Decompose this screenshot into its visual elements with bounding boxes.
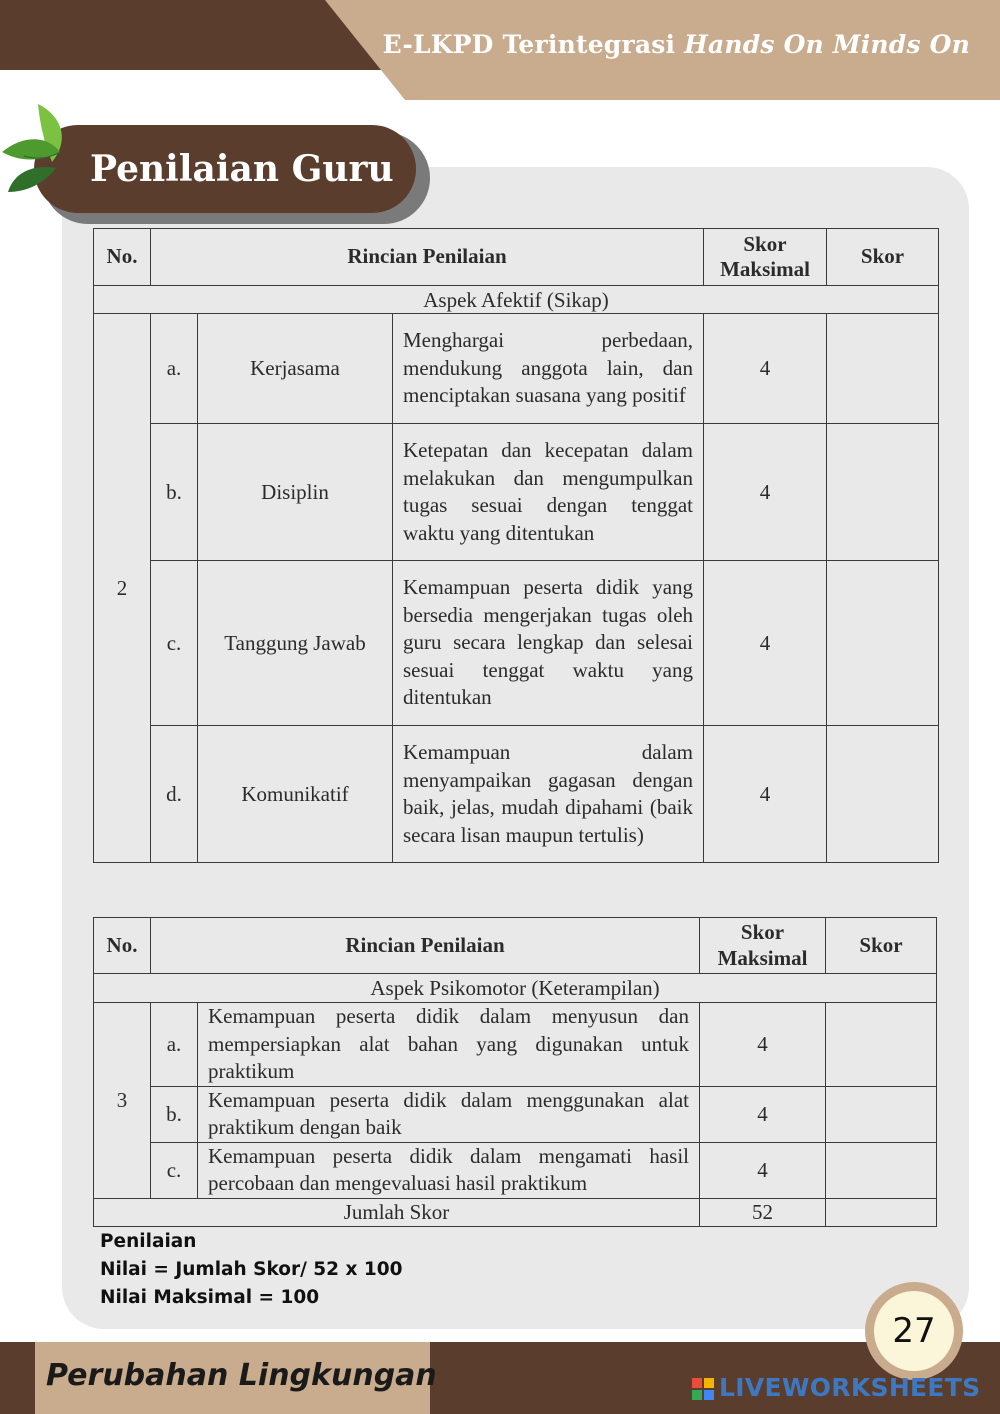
header-dark-band <box>0 0 390 70</box>
header-rincian: Rincian Penilaian <box>151 229 704 286</box>
aspect-row <box>94 286 939 314</box>
table-header-row <box>94 229 939 286</box>
row-criterion: Komunikatif <box>198 726 393 863</box>
header-skor-maksimal: Skor Maksimal <box>704 229 827 286</box>
score-input-cell[interactable] <box>826 1003 937 1087</box>
header-skor-maksimal: Skor Maksimal <box>700 918 826 974</box>
row-max-score: 4 <box>700 1003 826 1087</box>
header-title: E-LKPD Terintegrasi Hands On Minds On <box>382 30 970 59</box>
row-criterion: Kerjasama <box>198 314 393 424</box>
row-description: Kemampuan peserta didik dalam mengamati hasil percobaan dan mengevaluasi hasil praktikum <box>198 1142 700 1198</box>
row-description: Kemampuan peserta didik dalam menggunakan alat praktikum dengan baik <box>198 1086 700 1142</box>
table-row <box>94 726 939 863</box>
aspect-psikomotor: Aspek Psikomotor (Keterampilan) <box>94 974 937 1003</box>
page-number: 27 <box>874 1291 954 1371</box>
leaf-icon <box>0 100 80 195</box>
total-label: Jumlah Skor <box>94 1198 700 1226</box>
score-input-cell[interactable] <box>827 726 939 863</box>
total-score-cell[interactable] <box>826 1198 937 1226</box>
row-description: Menghargai perbedaan, mendukung anggota lain, dan menciptakan suasana yang positif <box>393 314 704 424</box>
afektif-table <box>93 228 939 863</box>
header-no: No. <box>94 918 151 974</box>
liveworksheets-text: LIVEWORKSHEETS <box>719 1373 981 1402</box>
row-max-score: 4 <box>700 1086 826 1142</box>
row-criterion: Disiplin <box>198 424 393 561</box>
footer-topic: Perubahan Lingkungan <box>46 1358 437 1393</box>
notes-formula: Nilai = Jumlah Skor/ 52 x 100 <box>100 1259 403 1280</box>
row-max-score: 4 <box>704 726 827 863</box>
row-criterion: Tanggung Jawab <box>198 561 393 726</box>
table-header-row <box>94 918 937 974</box>
row-letter: c. <box>151 561 198 726</box>
score-input-cell[interactable] <box>826 1086 937 1142</box>
table-row <box>94 314 939 424</box>
row-letter: a. <box>151 1003 198 1087</box>
table-row <box>94 561 939 726</box>
total-row <box>94 1198 937 1226</box>
row-letter: b. <box>151 424 198 561</box>
row-description: Kemampuan peserta didik yang bersedia mengerjakan tugas oleh guru secara lengkap dan selesai sesuai tenggat waktu yang ditentukan <box>393 561 704 726</box>
notes-max: Nilai Maksimal = 100 <box>100 1287 320 1308</box>
row-letter: b. <box>151 1086 198 1142</box>
psikomotor-table <box>93 917 937 1227</box>
table-row <box>94 424 939 561</box>
scoring-notes <box>100 1228 402 1312</box>
score-input-cell[interactable] <box>827 424 939 561</box>
score-input-cell[interactable] <box>827 561 939 726</box>
header-skor: Skor <box>827 229 939 286</box>
header-rincian: Rincian Penilaian <box>151 918 700 974</box>
row-description: Kemampuan dalam menyampaikan gagasan dengan baik, jelas, mudah dipahami (baik secara lisan maupun tertulis) <box>393 726 704 863</box>
aspect-afektif: Aspek Afektif (Sikap) <box>94 286 939 314</box>
liveworksheets-logo-icon <box>692 1378 714 1400</box>
row-letter: d. <box>151 726 198 863</box>
section-title: Penilaian Guru <box>90 148 394 190</box>
row-max-score: 4 <box>704 424 827 561</box>
row-description: Kemampuan peserta didik dalam menyusun dan mempersiapkan alat bahan yang digunakan untuk praktikum <box>198 1003 700 1087</box>
score-input-cell[interactable] <box>827 314 939 424</box>
row-description: Ketepatan dan kecepatan dalam melakukan dan mengumpulkan tugas sesuai dengan tenggat waktu yang ditentukan <box>393 424 704 561</box>
header-no: No. <box>94 229 151 286</box>
table-row <box>94 1003 937 1087</box>
row-letter: c. <box>151 1142 198 1198</box>
total-value: 52 <box>700 1198 826 1226</box>
aspect-number: 3 <box>94 1003 151 1199</box>
row-max-score: 4 <box>700 1142 826 1198</box>
row-max-score: 4 <box>704 314 827 424</box>
notes-title: Penilaian <box>100 1231 197 1252</box>
table-row <box>94 1142 937 1198</box>
row-max-score: 4 <box>704 561 827 726</box>
row-letter: a. <box>151 314 198 424</box>
table-row <box>94 1086 937 1142</box>
aspect-row <box>94 974 937 1003</box>
header-skor: Skor <box>826 918 937 974</box>
aspect-number: 2 <box>94 314 151 863</box>
score-input-cell[interactable] <box>826 1142 937 1198</box>
